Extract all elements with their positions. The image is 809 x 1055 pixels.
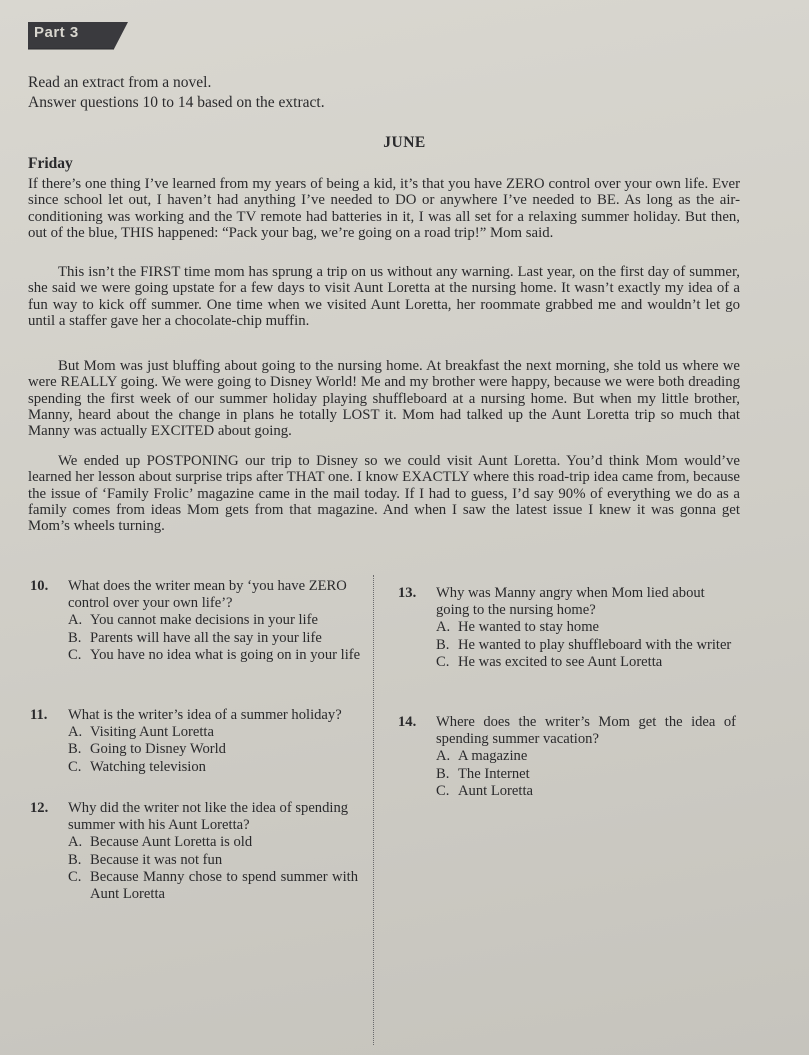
option-text: Watching television [90,758,206,775]
answer-option[interactable] [436,637,738,654]
option-letter: B. [68,741,82,758]
option-text: Because Aunt Loretta is old [90,834,253,851]
answer-options [68,724,365,776]
part-label: Part 3 [34,24,79,41]
answer-option[interactable] [68,759,365,776]
option-text: He wanted to play shuffleboard with the writer [458,636,732,653]
answer-option[interactable] [436,748,738,765]
option-text: Going to Disney World [90,741,226,758]
question-10 [30,578,365,664]
question-13 [398,585,738,671]
option-letter: A. [68,834,83,851]
option-text: Visiting Aunt Loretta [90,724,214,741]
option-letter: C. [436,653,450,670]
option-text: Aunt Loretta [458,782,533,799]
question-text: Where does the writer’s Mom get the idea of spending summer vacation? [436,714,736,748]
option-text: Parents will have all the say in your life [90,629,322,646]
instruction-line: Answer questions 10 to 14 based on the extract. [28,94,325,111]
option-letter: C. [436,782,450,799]
instruction-line: Read an extract from a novel. [28,74,212,91]
option-letter: B. [436,765,450,782]
answer-option[interactable] [68,612,365,629]
answer-option[interactable] [68,724,365,741]
option-letter: B. [68,851,82,868]
question-text: What does the writer mean by ‘you have ZERO control over your own life’? [68,578,347,612]
question-text: What is the writer’s idea of a summer holiday? [68,707,342,723]
option-letter: B. [68,629,82,646]
answer-options [68,834,360,903]
day-heading: Friday [28,155,73,172]
option-text: He was excited to see Aunt Loretta [458,653,663,670]
question-number: 10. [30,578,49,594]
answer-options [436,619,738,671]
answer-option[interactable] [436,654,738,671]
question-number: 14. [398,714,417,730]
answer-option[interactable] [436,619,738,636]
question-text: Why was Manny angry when Mom lied about going to the nursing home? [436,585,705,619]
answer-option[interactable] [68,741,365,758]
question-number: 13. [398,585,417,601]
instructions [28,73,325,113]
option-text: You cannot make decisions in your life [90,612,318,629]
option-letter: A. [436,748,451,765]
question-number: 12. [30,800,49,816]
option-text: He wanted to stay home [458,619,600,636]
answer-option[interactable] [68,869,360,903]
option-letter: B. [436,636,450,653]
answer-option[interactable] [68,647,365,664]
question-number: 11. [30,707,48,723]
answer-options [68,612,365,664]
answer-option[interactable] [436,766,738,783]
question-text: Why did the writer not like the idea of spending summer with his Aunt Loretta? [68,800,349,834]
answer-option[interactable] [68,834,360,851]
chapter-title: JUNE [383,134,426,151]
question-12 [30,800,360,903]
option-letter: A. [68,724,83,741]
option-letter: C. [68,758,82,775]
option-text: Because Manny chose to spend summer with Aunt Loretta [90,868,358,903]
option-letter: A. [436,619,451,636]
option-text: A magazine [458,748,528,765]
answer-option[interactable] [436,783,738,800]
column-divider [373,575,374,1045]
option-letter: A. [68,612,83,629]
extract-paragraph: But Mom was just bluffing about going to the nursing home. At breakfast the next morning, she told us where we were REALLY going. We were going to Disney World! Me and my brother were happy, because we were both dreading spending the first week of our summer holiday playing shuffleboard at a nursing home. But when my little brother, Manny, heard about the change in plans he totally LOST it. Mom had talked up the Aunt Loretta trip so much that Manny was actually EXCITED about going. [28,358,740,440]
extract-paragraph: If there’s one thing I’ve learned from my years of being a kid, it’s that you have ZERO control over your own life. Ever since school let out, I haven’t had anything I’ve needed to DO or anywhere I’ve needed to BE. As long as the air-conditioning was working and the TV remote had batteries in it, I was all set for a relaxing summer holiday. But then, out of the blue, THIS happened: “Pack your bag, we’re going on a road trip!” Mom said. [28,176,740,241]
option-text: The Internet [458,765,530,782]
answer-options [436,748,738,800]
answer-option[interactable] [68,630,365,647]
option-text: Because it was not fun [90,851,223,868]
option-text: You have no idea what is going on in your life [90,646,361,663]
extract-paragraph: This isn’t the FIRST time mom has sprung a trip on us without any warning. Last year, on the first day of summer, she said we were going upstate for a few days to visit Aunt Loretta at the nursing home. It wasn’t exactly my idea of a fun way to kick off summer. One time when we visited Aunt Loretta, her roommate grabbed me and wouldn’t let go until a staffer gave her a chocolate-chip muffin. [28,264,740,329]
answer-option[interactable] [68,852,360,869]
option-letter: C. [68,868,82,885]
extract-paragraph: We ended up POSTPONING our trip to Disney so we could visit Aunt Loretta. You’d think Mom would’ve learned her lesson about surprise trips after THAT one. I know EXACTLY where this road-trip idea came from, because the issue of ‘Family Frolic’ magazine came in the mail today. If I had to guess, I’d say 90% of everything we do as a family comes from ideas Mom gets from that magazine. And when I saw the latest issue I knew it was gonna get Mom’s wheels turning. [28,453,740,535]
question-14 [398,714,738,800]
question-11 [30,707,365,776]
option-letter: C. [68,646,82,663]
